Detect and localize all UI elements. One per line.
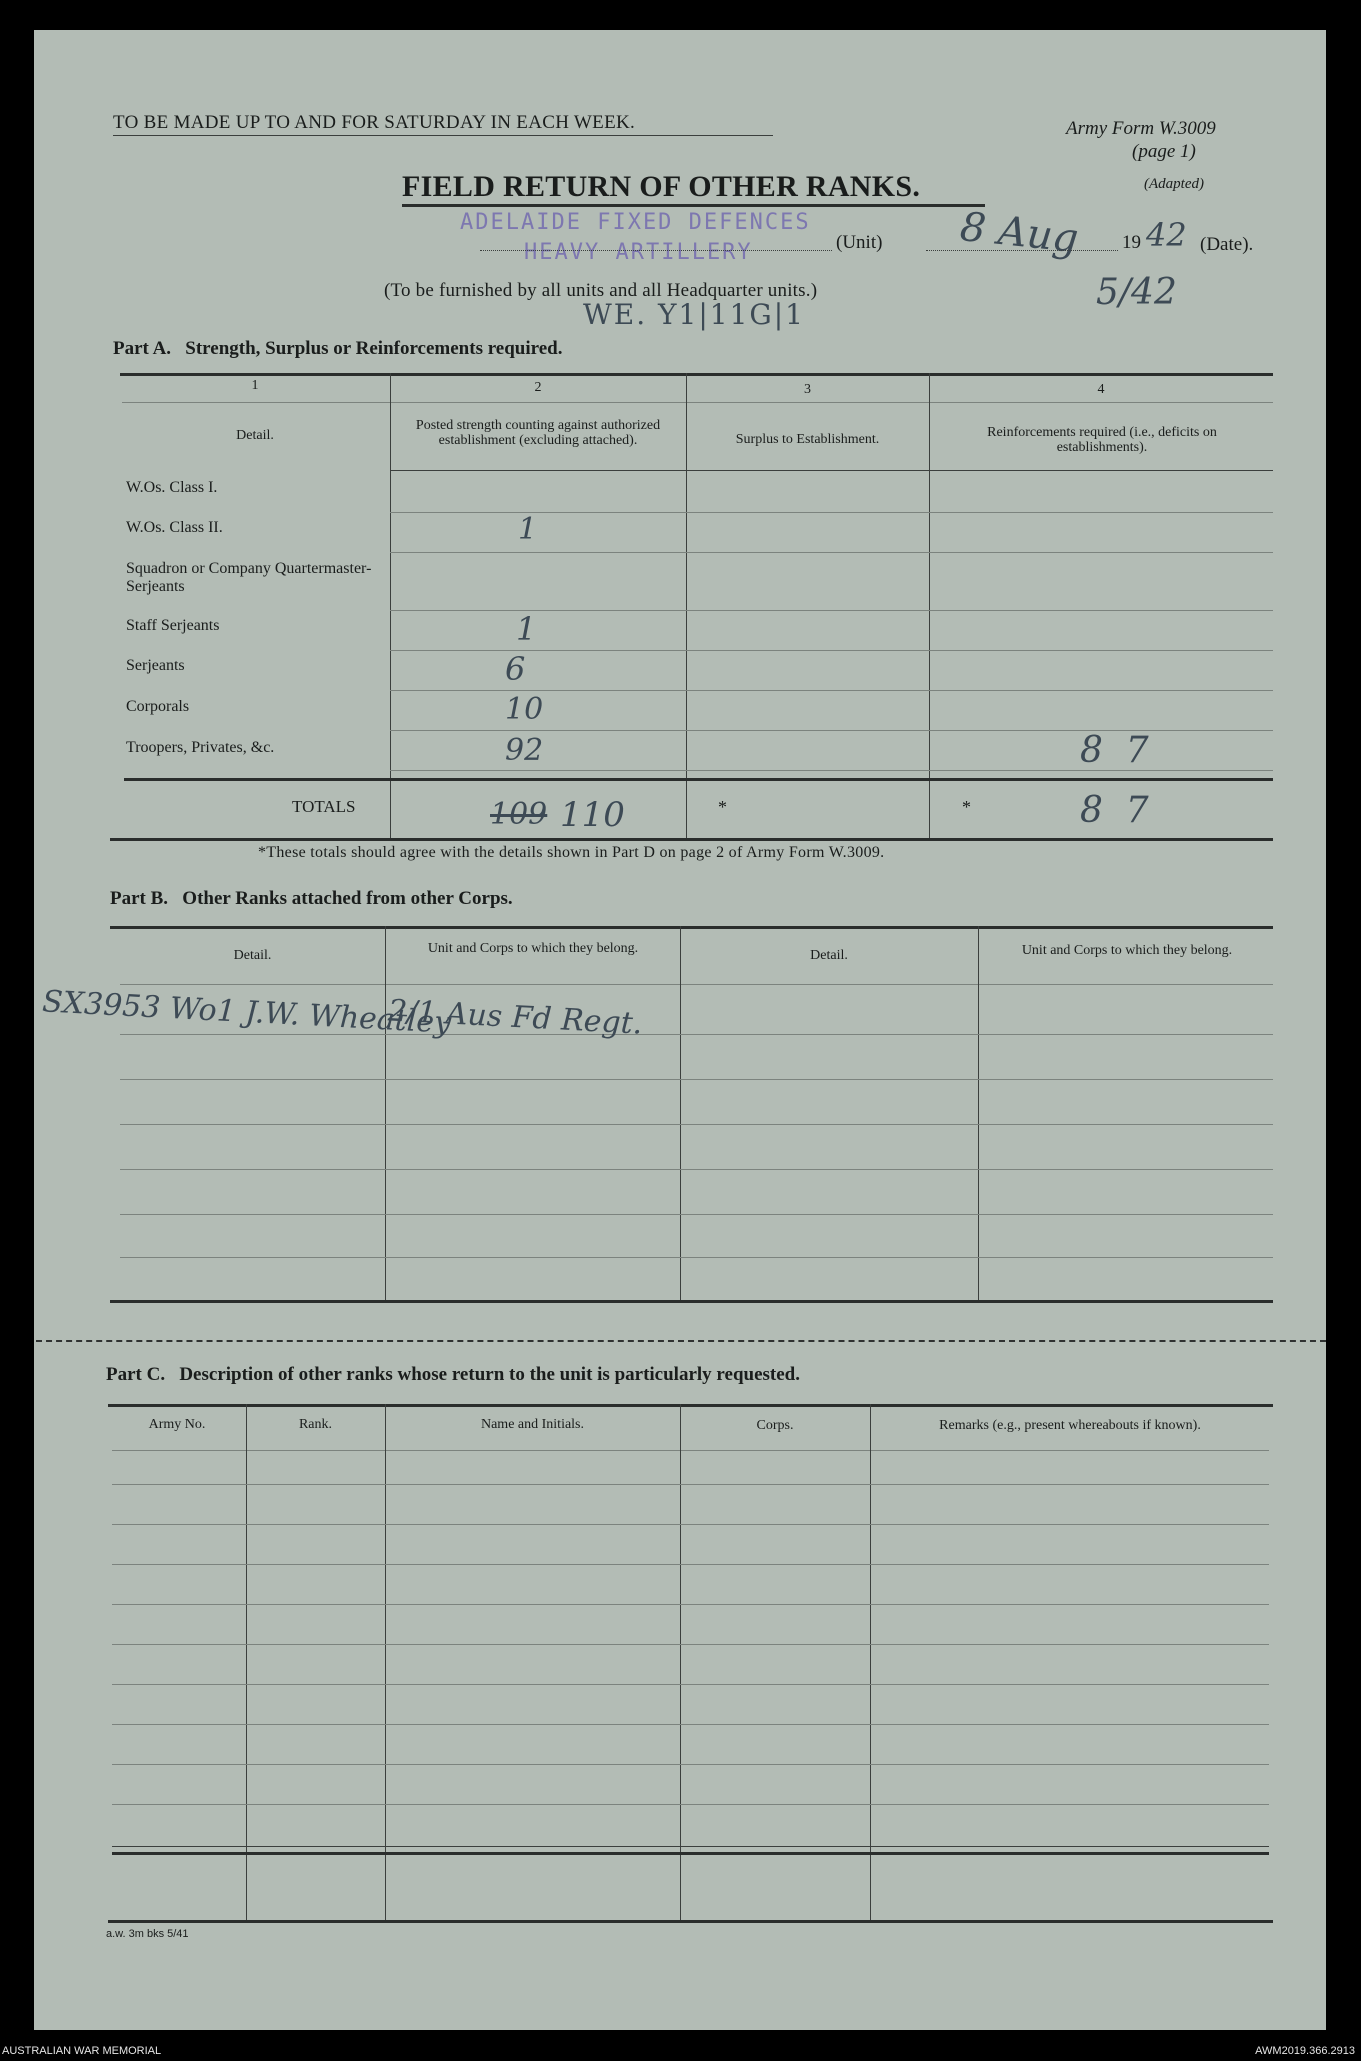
date-dotted-line <box>926 250 1118 251</box>
part-b-col-head-unit-2: Unit and Corps to which they belong. <box>1021 943 1233 958</box>
part-c-col-head-remarks: Remarks (e.g., present whereabouts if known). <box>939 1418 1201 1433</box>
part-a-top-rule <box>120 373 1273 376</box>
part-a-row-strength: 1 <box>518 512 538 547</box>
part-a-totals-strength-struck: 109 <box>490 797 548 832</box>
instruction-underline <box>113 135 773 136</box>
part-a-row-strength: 6 <box>505 650 526 688</box>
part-a-bottom-rule <box>110 838 1273 841</box>
title-underline <box>402 204 985 207</box>
part-a-subhead-rule <box>122 402 1273 403</box>
part-c-heading: Part C. Description of other ranks whose return to the unit is particularly requested. <box>106 1364 800 1385</box>
army-form-number: Army Form W.3009 <box>1066 118 1216 139</box>
part-a-totals-strength: 110 <box>560 795 625 835</box>
part-a-col-number-1: 1 <box>251 378 259 393</box>
part-c-row-rule <box>112 1684 1269 1685</box>
part-b-row-rule <box>120 1124 1273 1125</box>
we-annotation: WE. Y1|11G|1 <box>583 298 805 331</box>
printer-mark: a.w. 3m bks 5/41 <box>106 1928 189 1940</box>
part-c-double-rule <box>112 1852 1269 1855</box>
part-a-row-detail: W.Os. Class I. <box>126 479 218 496</box>
part-a-row-strength: 10 <box>505 692 544 727</box>
part-a-totals-reinforce: 8 7 <box>1080 790 1149 831</box>
part-b-col-head-detail: Detail. <box>233 948 272 963</box>
part-c-row-rule <box>112 1724 1269 1725</box>
part-a-row-detail: W.Os. Class II. <box>126 519 223 536</box>
form-title: FIELD RETURN OF OTHER RANKS. <box>402 170 921 203</box>
part-b-top-rule <box>110 926 1273 929</box>
unit-stamp-line-2: HEAVY ARTILLERY <box>524 240 753 265</box>
part-a-row-detail: Serjeants <box>126 657 185 674</box>
page-number: (page 1) <box>1132 141 1196 162</box>
archive-footer-right: AWM2019.366.2913 <box>1255 2045 1355 2057</box>
part-b-entry-detail: SX3953 Wo1 J.W. Wheatley <box>41 984 452 1041</box>
date-day-month: 8 Aug <box>957 203 1081 263</box>
part-b-col-head-unit: Unit and Corps to which they belong. <box>427 941 639 956</box>
part-a-footnote: *These totals should agree with the details shown in Part D on page 2 of Army Form W.3009. <box>258 844 885 861</box>
part-a-row-reinforce: 8 7 <box>1080 730 1149 771</box>
part-b-row-rule <box>120 1214 1273 1215</box>
part-b-divider-1 <box>385 926 386 1300</box>
part-c-row-rule <box>112 1846 1269 1847</box>
part-a-row-detail: Troopers, Privates, &c. <box>126 739 275 756</box>
part-c-row-rule <box>112 1644 1269 1645</box>
unit-label: (Unit) <box>836 232 883 253</box>
part-a-row-detail: Squadron or Company Quartermaster-Serjeants <box>126 560 372 595</box>
part-a-col-head-reinforce: Reinforcements required (i.e., deficits on establishments). <box>987 425 1217 455</box>
part-c-row-rule <box>112 1484 1269 1485</box>
instruction-text: TO BE MADE UP TO AND FOR SATURDAY IN EACH WEEK. <box>113 112 636 133</box>
part-c-divider-4 <box>870 1404 871 1920</box>
unit-dotted-line <box>480 250 832 251</box>
part-c-bottom-rule <box>108 1920 1273 1923</box>
part-b-bottom-rule <box>110 1300 1273 1303</box>
part-a-totals-reinforce-mark: * <box>962 797 971 817</box>
part-a-col-head-surplus: Surplus to Establishment. <box>735 432 880 447</box>
part-b-divider-2 <box>680 926 681 1300</box>
part-b-col-head-detail-2: Detail. <box>810 948 848 963</box>
part-a-header-rule <box>390 470 1273 471</box>
archive-footer-left: AUSTRALIAN WAR MEMORIAL <box>2 2045 162 2057</box>
part-c-col-head-army-no: Army No. <box>148 1417 206 1432</box>
part-c-row-rule <box>112 1564 1269 1565</box>
part-c-row-rule <box>112 1604 1269 1605</box>
part-a-totals-rule <box>124 778 1273 781</box>
part-a-heading: Part A. Strength, Surplus or Reinforcements required. <box>113 338 563 359</box>
part-a-col-number-2: 2 <box>534 380 542 395</box>
part-a-row-rule <box>390 552 1273 553</box>
part-b-row-rule <box>120 1257 1273 1258</box>
adapted-label: (Adapted) <box>1144 176 1204 192</box>
part-c-divider-1 <box>246 1404 247 1920</box>
part-b-row-rule <box>120 1169 1273 1170</box>
part-a-row-strength: 92 <box>505 733 544 768</box>
part-c-top-rule <box>108 1404 1273 1407</box>
part-b-divider-3 <box>978 926 979 1300</box>
part-c-divider-3 <box>680 1404 681 1920</box>
part-c-header-rule <box>112 1450 1269 1451</box>
part-b-row-rule <box>120 1079 1273 1080</box>
part-c-row-rule <box>112 1804 1269 1805</box>
part-a-row-detail: Staff Serjeants <box>126 617 220 634</box>
year-prefix: 19 <box>1122 232 1141 253</box>
part-c-col-head-name: Name and Initials. <box>480 1417 585 1432</box>
part-b-heading: Part B. Other Ranks attached from other Corps. <box>110 888 513 909</box>
unit-stamp-line-1: ADELAIDE FIXED DEFENCES <box>460 210 811 235</box>
ref-annotation: 5/42 <box>1096 272 1177 313</box>
part-a-col-number-3: 3 <box>804 382 811 397</box>
tear-line <box>36 1340 1326 1342</box>
part-a-totals-surplus: * <box>718 797 727 817</box>
part-c-col-head-corps: Corps. <box>756 1418 794 1433</box>
part-c-row-rule <box>112 1764 1269 1765</box>
part-b-header-rule <box>120 984 1273 985</box>
part-b-entry-unit: 2/1 Aus Fd Regt. <box>387 993 644 1042</box>
part-a-col-number-4: 4 <box>1097 382 1105 397</box>
part-a-totals-label: TOTALS <box>292 797 356 816</box>
part-c-col-head-rank: Rank. <box>298 1417 333 1432</box>
part-a-row-rule <box>390 690 1273 691</box>
part-b-row-rule <box>120 1034 1273 1035</box>
furnished-note: (To be furnished by all units and all Headquarter units.) <box>384 280 818 301</box>
year-handwritten: 42 <box>1146 216 1187 254</box>
part-c-divider-2 <box>385 1404 386 1920</box>
part-a-col-head-strength: Posted strength counting against authorized establishment (excluding attached). <box>415 418 661 448</box>
part-a-row-strength: 1 <box>516 610 537 648</box>
part-c-row-rule <box>112 1524 1269 1525</box>
part-a-row-detail: Corporals <box>126 698 190 715</box>
date-label: (Date). <box>1200 234 1254 255</box>
part-a-col-head-detail: Detail. <box>236 428 274 443</box>
